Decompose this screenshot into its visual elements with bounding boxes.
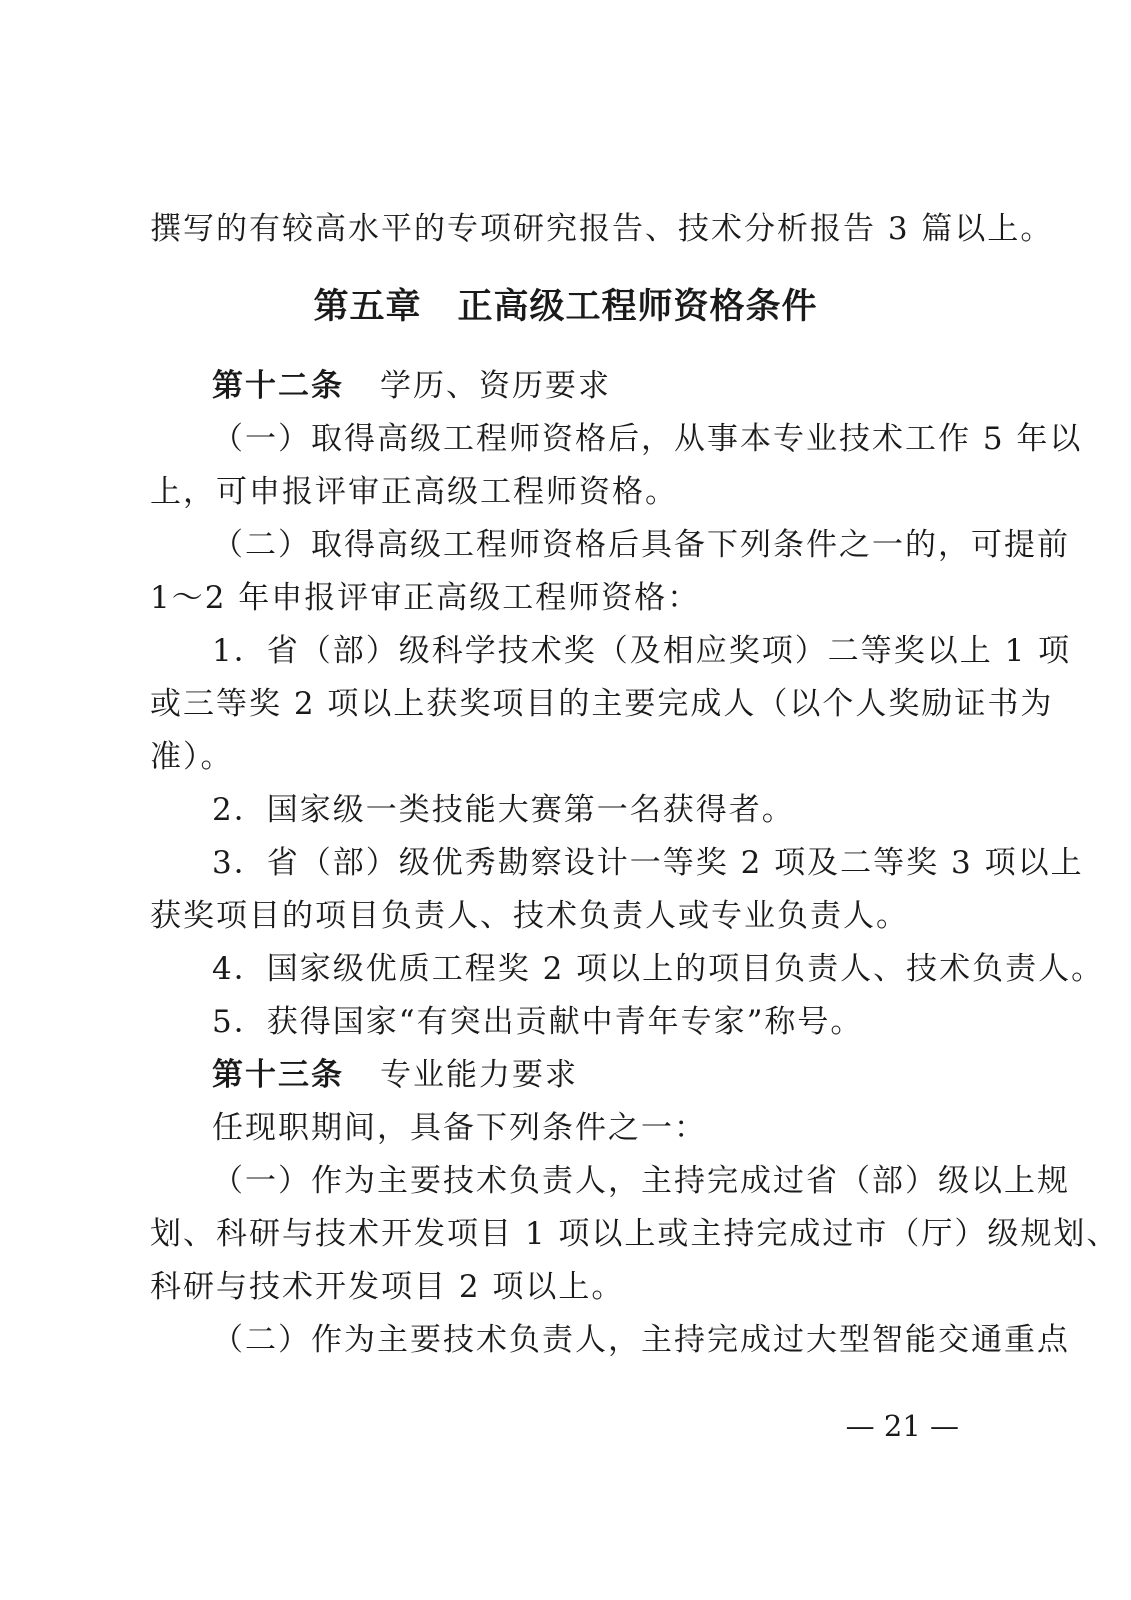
body-line: 1～2 年申报评审正高级工程师资格： bbox=[150, 580, 701, 616]
body-line: 撰写的有较高水平的专项研究报告、技术分析报告 3 篇以上。 bbox=[150, 211, 1054, 247]
body-line: 5．获得国家“有突出贡献中青年专家”称号。 bbox=[212, 1004, 864, 1040]
body-line: 1．省（部）级科学技术奖（及相应奖项）二等奖以上 1 项 bbox=[212, 633, 1072, 669]
body-line: （一）取得高级工程师资格后，从事本专业技术工作 5 年以 bbox=[212, 421, 1083, 457]
article-12-title: 第十二条 bbox=[212, 368, 344, 404]
page-number: — 21 — bbox=[845, 1409, 959, 1443]
body-line: 4．国家级优质工程奖 2 项以上的项目负责人、技术负责人。 bbox=[212, 951, 1105, 987]
body-line: 3．省（部）级优秀勘察设计一等奖 2 项及二等奖 3 项以上 bbox=[212, 845, 1084, 881]
body-line: 2．国家级一类技能大赛第一名获得者。 bbox=[212, 792, 795, 828]
body-line: 获奖项目的项目负责人、技术负责人或专业负责人。 bbox=[150, 898, 909, 934]
article-13-title: 第十三条 bbox=[212, 1057, 344, 1093]
article-12-heading bbox=[212, 366, 611, 406]
body-line: （一）作为主要技术负责人，主持完成过省（部）级以上规 bbox=[212, 1163, 1070, 1199]
body-line: 任现职期间，具备下列条件之一： bbox=[212, 1110, 707, 1146]
chapter-heading: 第五章 正高级工程师资格条件 bbox=[313, 286, 818, 327]
body-line: 科研与技术开发项目 2 项以上。 bbox=[150, 1269, 625, 1305]
body-line: 划、科研与技术开发项目 1 项以上或主持完成过市（厅）级规划、 bbox=[150, 1216, 1120, 1252]
article-13-subject: 专业能力要求 bbox=[380, 1057, 578, 1093]
body-line: （二）取得高级工程师资格后具备下列条件之一的，可提前 bbox=[212, 527, 1070, 563]
article-12-subject: 学历、资历要求 bbox=[380, 368, 611, 404]
body-line: 准）。 bbox=[150, 739, 234, 775]
article-13-heading bbox=[212, 1055, 578, 1095]
body-line: （二）作为主要技术负责人，主持完成过大型智能交通重点 bbox=[212, 1322, 1070, 1358]
body-line: 上，可申报评审正高级工程师资格。 bbox=[150, 474, 678, 510]
body-line: 或三等奖 2 项以上获奖项目的主要完成人（以个人奖励证书为 bbox=[150, 686, 1054, 722]
